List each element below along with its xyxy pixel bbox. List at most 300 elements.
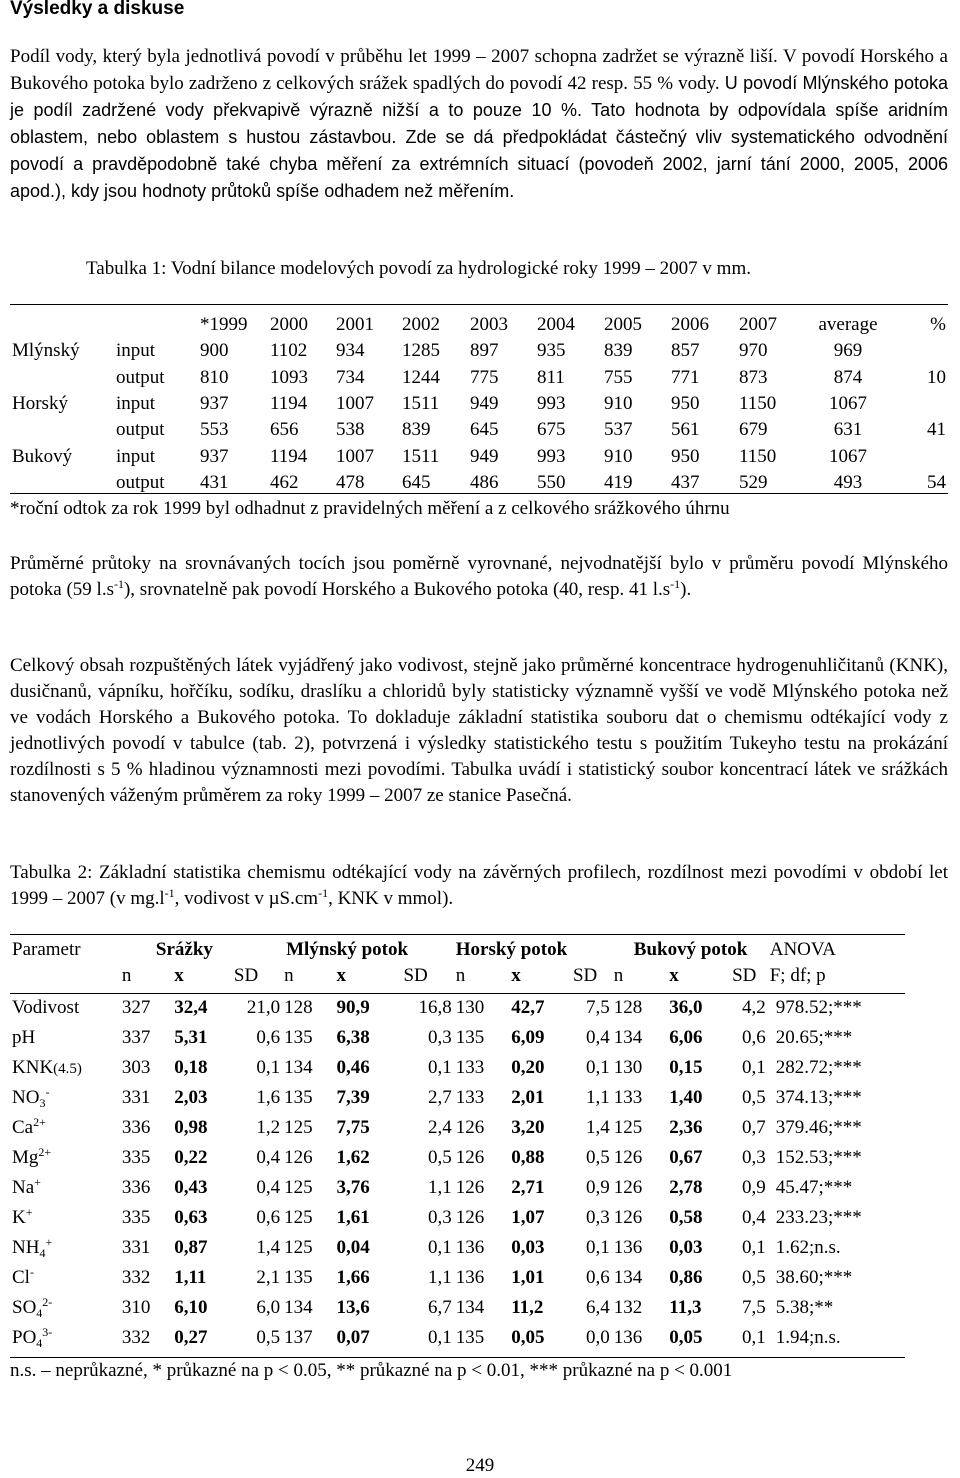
n-cell: 310 [121,1297,151,1318]
value-cell: 1194 [270,445,308,467]
table1-footnote: *roční odtok za rok 1999 byl odhadnut z pravidelných měření a z celkového srážkového úhrnu [10,498,730,519]
header-group-horsky: Horský potok [455,939,568,960]
paragraph-text-sans: U povodí Mlýnského potoka je podíl zadržené vody překvapivě výrazně nižší a to pouze 10 %. Tato hodnota by odpovídala spíše aridním oblastem, nebo oblastem s hustou zástavbou. Zde se dá předpokládat částečný vliv systematického odvodnění povodí a pravděpodobně také chyba měření za extrémních situací (povodeň 2002, jarní tání 2000, 2005, 2006 apod.), kdy jsou hodnoty průtoků spíše odhadem než měřením. [10,73,948,201]
mean-cell: 1,11 [174,1267,207,1288]
mean-cell: 42,7 [511,997,545,1018]
page-number: 249 [465,1455,495,1476]
n-cell: 133 [455,1057,485,1078]
sd-cell: 0,1 [428,1237,452,1258]
anova-cell: 978.52;*** [775,997,862,1018]
table1-row [10,338,948,364]
table1-water-balance [10,312,948,496]
average-cell: 1067 [829,393,867,415]
header-sd: SD [403,965,428,986]
sd-cell: 0,4 [741,1207,766,1228]
n-cell: 126 [613,1147,643,1168]
value-cell: 1194 [270,393,308,415]
mean-cell: 2,03 [174,1087,208,1108]
sd-cell: 0,3 [741,1147,766,1168]
n-cell: 336 [121,1177,151,1198]
mean-cell: 0,87 [174,1237,208,1258]
sd-cell: 0,6 [256,1027,281,1048]
percent-cell: 10 [927,366,946,388]
mean-cell: 6,38 [336,1027,370,1048]
basin-name [10,417,114,443]
header-sd: SD [732,965,757,986]
paragraph-text-serif: Podíl vody, který byla jednotlivá povodí v průběhu let 1999 – 2007 schopna zadržet se výrazně liší. V povodí Horského a Bukového potoka bylo zadrženo z celkových srážek spadlých do povodí 42 resp. 55 % vody. [10,46,948,94]
header-sd: SD [572,965,598,986]
mean-cell: 0,86 [669,1267,703,1288]
parameter-superscript: 2+ [33,1115,46,1129]
parameter-name: PO [12,1327,37,1348]
header-year: 2006 [671,314,709,336]
value-cell: 937 [200,393,229,415]
mean-cell: 1,01 [511,1267,545,1288]
value-cell: 645 [402,471,431,493]
sd-cell: 0,1 [586,1237,610,1258]
table2-row [10,1053,905,1083]
table2-row [10,1293,905,1323]
average-cell: 493 [833,471,863,493]
para2-text-c: ). [680,579,692,600]
mean-cell: 3,20 [511,1117,545,1138]
anova-cell: 20.65;*** [775,1027,853,1048]
sd-cell: 1,1 [428,1177,452,1198]
parameter-name: SO [12,1297,37,1318]
table2-row [10,1023,905,1053]
value-cell: 1102 [270,340,308,362]
sd-cell: 1,1 [586,1087,610,1108]
value-cell: 839 [402,419,431,441]
n-cell: 332 [121,1327,151,1348]
parameter-cell [10,1113,120,1143]
n-cell: 327 [121,997,151,1018]
table2-row [10,1173,905,1203]
value-cell: 537 [604,419,633,441]
n-cell: 134 [455,1297,485,1318]
mean-cell: 0,98 [174,1117,208,1138]
parameter-name: Ca [12,1117,34,1138]
sd-cell: 7,5 [586,997,610,1018]
n-cell: 130 [613,1057,643,1078]
value-cell: 1007 [336,445,374,467]
table2-caption [10,860,948,912]
sd-cell: 0,5 [741,1267,766,1288]
value-cell: 656 [270,419,299,441]
row-type: input [116,445,156,467]
value-cell: 462 [270,471,299,493]
sd-cell: 0,6 [256,1207,281,1228]
sd-cell: 0,3 [428,1207,452,1228]
header-group-bukovy: Bukový potok [633,939,748,960]
value-cell: 437 [671,471,700,493]
table1-row [10,417,948,443]
sd-cell: 16,8 [418,997,452,1018]
parameter-name: pH [12,1027,36,1048]
percent-cell [893,338,948,364]
parameter-cell [10,1083,120,1113]
n-cell: 126 [455,1117,485,1138]
table2-row [10,1143,905,1173]
header-parametr: Parametr [12,939,81,960]
sd-cell: 2,1 [256,1267,281,1288]
n-cell: 331 [121,1087,151,1108]
value-cell: 857 [671,340,700,362]
sd-cell: 0,6 [741,1027,766,1048]
sd-cell: 0,1 [256,1057,281,1078]
n-cell: 126 [284,1147,313,1168]
sd-cell: 0,5 [741,1087,766,1108]
sd-cell: 0,1 [428,1057,452,1078]
sd-cell: 6,4 [586,1297,610,1318]
mean-cell: 11,2 [511,1297,544,1318]
value-cell: 1093 [270,366,308,388]
table2-header-row-2 [10,963,905,989]
sd-cell: 0,4 [586,1027,610,1048]
anova-cell: 152.53;*** [775,1147,862,1168]
header-year: 2003 [470,314,508,336]
row-type: input [116,393,156,415]
value-cell: 775 [470,366,499,388]
n-cell: 136 [613,1237,643,1258]
mean-cell: 6,10 [174,1297,208,1318]
value-cell: 934 [336,340,365,362]
basin-name [10,365,114,391]
sd-cell: 0,6 [586,1267,610,1288]
parameter-name: NH [12,1237,40,1258]
value-cell: 553 [200,419,229,441]
table2-caption-b: , vodivost v µS.cm [174,888,319,909]
sd-cell: 0,3 [586,1207,610,1228]
mean-cell: 90,9 [336,997,370,1018]
mean-cell: 11,3 [669,1297,702,1318]
parameter-cell [10,989,120,1023]
parameter-name: Cl [12,1267,30,1288]
value-cell: 839 [604,340,633,362]
sd-cell: 2,7 [428,1087,452,1108]
table2-row [10,1113,905,1143]
value-cell: 949 [470,393,499,415]
n-cell: 128 [284,997,313,1018]
percent-cell: 41 [927,419,946,441]
mean-cell: 2,71 [511,1177,545,1198]
n-cell: 135 [284,1027,313,1048]
n-cell: 125 [613,1117,643,1138]
parameter-superscript: - [45,1085,50,1099]
value-cell: 529 [739,471,768,493]
percent-cell [893,391,948,417]
value-cell: 645 [470,419,499,441]
value-cell: 1285 [402,340,440,362]
header-year: 2007 [739,314,777,336]
table2-row [10,1203,905,1233]
value-cell: 810 [200,366,229,388]
parameter-cell [10,1203,120,1233]
para2-text-b: ), srovnatelně pak povodí Horského a Bukového potoka (40, resp. 41 l.s [123,579,671,600]
n-cell: 134 [613,1027,643,1048]
paragraph-average-flows [10,551,948,603]
n-cell: 133 [613,1087,643,1108]
mean-cell: 2,78 [669,1177,703,1198]
value-cell: 910 [604,445,633,467]
header-group-mlynsky: Mlýnský potok [286,939,409,960]
parameter-superscript: 2+ [38,1145,52,1159]
sd-cell: 6,0 [256,1297,281,1318]
anova-cell: 1.94;n.s. [775,1327,841,1348]
value-cell: 771 [671,366,700,388]
anova-cell: 38.60;*** [775,1267,853,1288]
value-cell: 910 [604,393,633,415]
n-cell: 331 [121,1237,151,1258]
parameter-subscript: 3 [39,1096,46,1110]
value-cell: 950 [671,445,700,467]
anova-cell: 5.38;** [775,1297,834,1318]
mean-cell: 0,58 [669,1207,703,1228]
mean-cell: 2,01 [511,1087,545,1108]
n-cell: 134 [284,1057,313,1078]
para2-sup1: -1 [113,577,124,591]
mean-cell: 0,03 [511,1237,545,1258]
sd-cell: 0,4 [256,1147,281,1168]
basin-name: Bukový [12,445,73,467]
mean-cell: 7,75 [336,1117,370,1138]
table2-row [10,1233,905,1263]
value-cell: 900 [200,340,229,362]
average-cell: 874 [833,366,863,388]
n-cell: 336 [121,1117,151,1138]
mean-cell: 0,88 [511,1147,545,1168]
parameter-cell [10,1173,120,1203]
value-cell: 675 [537,419,566,441]
header-year: 2004 [537,314,575,336]
row-type: output [116,366,165,388]
sd-cell: 1,1 [428,1267,452,1288]
n-cell: 134 [613,1267,643,1288]
value-cell: 949 [470,445,499,467]
mean-cell: 1,40 [669,1087,703,1108]
anova-cell: 1.62;n.s. [775,1237,841,1258]
mean-cell: 1,66 [336,1267,370,1288]
parameter-name: Vodivost [12,997,80,1018]
value-cell: 935 [537,340,566,362]
mean-cell: 0,15 [669,1057,703,1078]
header-year: *1999 [200,314,248,336]
n-cell: 126 [455,1177,485,1198]
table2-chemistry-stats [10,937,905,1353]
n-cell: 136 [455,1267,485,1288]
sd-cell: 21,0 [246,997,281,1018]
sd-cell: 0,9 [586,1177,610,1198]
value-cell: 1150 [739,393,777,415]
value-cell: 993 [537,393,566,415]
mean-cell: 0,05 [511,1327,545,1348]
header-anova-sub: F; df; p [769,965,826,986]
anova-cell: 379.46;*** [775,1117,862,1138]
parameter-cell [10,1053,120,1083]
mean-cell: 0,20 [511,1057,545,1078]
table1-bottom-rule [10,493,948,494]
parameter-name: Na [12,1177,35,1198]
parameter-cell [10,1293,120,1323]
table2-row [10,989,905,1023]
para2-sup2: -1 [670,577,681,591]
mean-cell: 32,4 [174,997,208,1018]
table1-row [10,365,948,391]
anova-cell: 233.23;*** [775,1207,862,1228]
row-type: input [116,340,156,362]
average-cell: 1067 [829,445,867,467]
mean-cell: 3,76 [336,1177,370,1198]
parameter-cell [10,1233,120,1263]
paragraph-water-retention [10,44,948,205]
mean-cell: 13,6 [336,1297,370,1318]
n-cell: 125 [284,1237,313,1258]
parameter-subscript: 4 [39,1246,46,1260]
sd-cell: 0,1 [741,1057,766,1078]
parameter-name: KNK [12,1056,54,1078]
mean-cell: 7,39 [336,1087,370,1108]
n-cell: 135 [284,1087,313,1108]
table2-row [10,1263,905,1293]
table2-row [10,1083,905,1113]
table1-row [10,391,948,417]
row-type: output [116,471,165,493]
anova-cell: 45.47;*** [775,1177,853,1198]
mean-cell: 0,07 [336,1327,370,1348]
value-cell: 538 [336,419,365,441]
n-cell: 135 [455,1327,485,1348]
parameter-suffix: (4.5) [53,1060,82,1077]
header-sd: SD [233,965,259,986]
mean-cell: 0,03 [669,1237,703,1258]
parameter-cell [10,1023,120,1053]
table2-caption-c: , KNK v mmol). [328,888,454,909]
header-group-srazky: Srážky [155,939,213,960]
sd-cell: 0,5 [586,1147,610,1168]
parameter-superscript: 2- [42,1295,53,1309]
mean-cell: 0,46 [336,1057,370,1078]
n-cell: 134 [284,1297,313,1318]
table2-bottom-rule [10,1357,905,1358]
value-cell: 755 [604,366,633,388]
n-cell: 126 [613,1207,643,1228]
header-n: n [284,965,294,986]
value-cell: 970 [739,340,768,362]
mean-cell: 36,0 [669,997,703,1018]
n-cell: 135 [455,1027,485,1048]
value-cell: 550 [537,471,566,493]
value-cell: 811 [537,366,565,388]
table2-header-row-1 [10,937,905,963]
percent-cell: 54 [927,471,946,493]
n-cell: 303 [121,1057,151,1078]
header-n: n [455,965,466,986]
value-cell: 1511 [402,445,440,467]
header-year: 2002 [402,314,440,336]
mean-cell: 0,67 [669,1147,703,1168]
sd-cell: 0,5 [256,1327,281,1348]
parameter-name: K [12,1207,26,1228]
mean-cell: 0,18 [174,1057,208,1078]
value-cell: 993 [537,445,566,467]
sd-cell: 0,3 [428,1027,452,1048]
parameter-subscript: 4 [36,1336,43,1350]
sd-cell: 1,4 [586,1117,610,1138]
parameter-superscript: + [45,1235,53,1249]
sd-cell: 6,7 [428,1297,452,1318]
n-cell: 335 [121,1207,151,1228]
table2-caption-sup1: -1 [164,886,175,900]
value-cell: 1244 [402,366,440,388]
mean-cell: 5,31 [174,1027,208,1048]
header-year: 2005 [604,314,642,336]
mean-cell: 6,09 [511,1027,545,1048]
sd-cell: 7,5 [741,1297,766,1318]
sd-cell: 0,1 [428,1327,452,1348]
table1-header-row [10,312,948,338]
mean-cell: 0,43 [174,1177,208,1198]
sd-cell: 1,6 [256,1087,281,1108]
mean-cell: 0,22 [174,1147,208,1168]
sd-cell: 1,4 [256,1237,281,1258]
mean-cell: 0,27 [174,1327,208,1348]
parameter-cell [10,1323,120,1353]
n-cell: 137 [284,1327,313,1348]
mean-cell: 1,62 [336,1147,370,1168]
value-cell: 486 [470,471,499,493]
header-n: n [121,965,132,986]
n-cell: 332 [121,1267,151,1288]
n-cell: 133 [455,1087,485,1108]
value-cell: 561 [671,419,700,441]
average-cell: 631 [833,419,863,441]
table1-caption: Tabulka 1: Vodní bilance modelových povodí za hydrologické roky 1999 – 2007 v mm. [86,258,751,279]
mean-cell: 0,63 [174,1207,208,1228]
n-cell: 136 [455,1237,485,1258]
sd-cell: 0,4 [256,1177,281,1198]
header-x: x [511,965,521,986]
header-n: n [613,965,624,986]
header-x: x [174,965,184,986]
mean-cell: 0,05 [669,1327,703,1348]
value-cell: 419 [604,471,633,493]
sd-cell: 0,1 [741,1237,766,1258]
header-percent: % [930,314,946,336]
value-cell: 950 [671,393,700,415]
sd-cell: 0,7 [741,1117,766,1138]
mean-cell: 1,07 [511,1207,545,1228]
header-year: 2000 [270,314,308,336]
value-cell: 1007 [336,393,374,415]
table2-caption-a: Tabulka 2: Základní statistika chemismu odtékající vody na závěrných profilech, rozdílnost mezi povodími v období let 1999 – 2007 (v mg.l [10,862,948,909]
value-cell: 478 [336,471,365,493]
n-cell: 125 [284,1117,313,1138]
basin-name: Horský [12,393,68,415]
section-heading: Výsledky a diskuse [10,0,185,19]
parameter-name: Mg [12,1147,39,1168]
table2-top-rule [10,934,905,935]
header-x: x [669,965,679,986]
parameter-superscript: + [25,1205,33,1219]
para2-text-a: Průměrné průtoky na srovnávaných tocích jsou poměrně vyrovnané, nejvodnatější bylo v průměru povodí Mlýnského potoka (59 l.s [10,553,948,600]
paragraph-chemistry: Celkový obsah rozpuštěných látek vyjádřený jako vodivost, stejně jako průměrné koncentrace hydrogenuhličitanů (KNK), dusičnanů, vápníku, hořčíku, sodíku, draslíku a chloridů byly statisticky významně vyšší ve vodě Mlýnského potoka než ve vodách Horského a Bukového potoka. To dokladuje základní statistika souboru dat o chemismu odtékající vody z jednotlivých povodí v tabulce (tab. 2), potvrzená i výsledky statistického testu s použitím Tukeyho testu na prokázání rozdílnosti s 5 % hladinou významnosti mezi povodími. Tabulka uvádí i statistický soubor koncentrací látek ve srážkách stanovených váženým průměrem za roky 1999 – 2007 ze stanice Pasečná. [10,655,948,806]
table2-caption-sup2: -1 [318,886,329,900]
parameter-cell [10,1143,120,1173]
row-type: output [116,419,165,441]
average-cell: 969 [833,340,863,362]
parameter-name: NO [12,1087,40,1108]
table2-footnote: n.s. – neprůkazné, * průkazné na p < 0.05, ** průkazné na p < 0.01, *** průkazné na p < 0.001 [10,1360,733,1381]
